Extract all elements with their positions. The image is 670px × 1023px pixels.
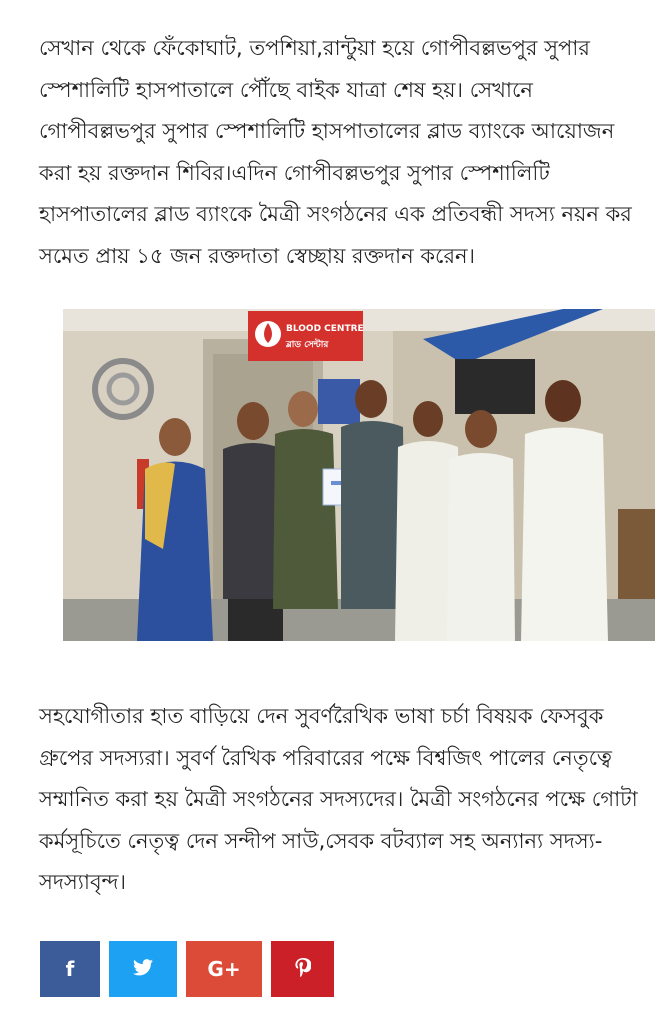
share-pinterest-button[interactable] [271, 941, 334, 997]
google-plus-icon: G+ [207, 957, 241, 981]
article-paragraph: সহযোগীতার হাত বাড়িয়ে দেন সুবর্ণরৈখিক ভাষা চর্চা বিষয়ক ফেসবুক গ্রুপের সদস্যরা। সুবর্ণ রৈখিক পরিবারের পক্ষে বিশ্বজিৎ পালের নেতৃত্বে সম্মানিত করা হয় মৈত্রী সংগঠনের সদস্যদের। মৈত্রী সংগঠনের পক্ষে গোটা কর্মসূচিতে নেতৃত্ব দেন সন্দীপ সাউ,সেবক বটব্যাল সহ অন্যান্য সদস্য-সদস্যাবৃন্দ। [39, 704, 638, 894]
article-photo [63, 309, 655, 641]
twitter-icon [133, 959, 153, 979]
article-paragraph: সেখান থেকে ফেঁকোঘাট, তপশিয়া,রান্টুয়া হয়ে গোপীবল্লভপুর সুপার স্পেশালিটি হাসপাতালে পৌঁছে বাইক যাত্রা শেষ হয়। সেখানে গোপীবল্লভপুর সুপার স্পেশালিটি হাসপাতালের ব্লাড ব্যাংকে আয়োজন করা হয় রক্তদান শিবির।এদিন গোপীবল্লভপুর সুপার স্পেশালিটি হাসপাতালের ব্লাড ব্যাংকে মৈত্রী সংগঠনের এক প্রতিবন্ধী সদস্য নয়ন কর সমেত প্রায় ১৫ জন রক্তদাতা স্বেচ্ছায় রক্তদান করেন। [39, 36, 632, 268]
blood-centre-sign-text-bn: ব্লাড সেন্টার [286, 340, 329, 350]
pinterest-icon [295, 958, 311, 981]
share-google-plus-button[interactable] [186, 941, 262, 997]
share-facebook-button[interactable] [40, 941, 100, 997]
share-twitter-button[interactable] [109, 941, 177, 997]
blood-centre-sign-text: BLOOD CENTRE [286, 324, 364, 334]
facebook-icon: f [65, 957, 75, 981]
social-share-bar [40, 941, 334, 997]
